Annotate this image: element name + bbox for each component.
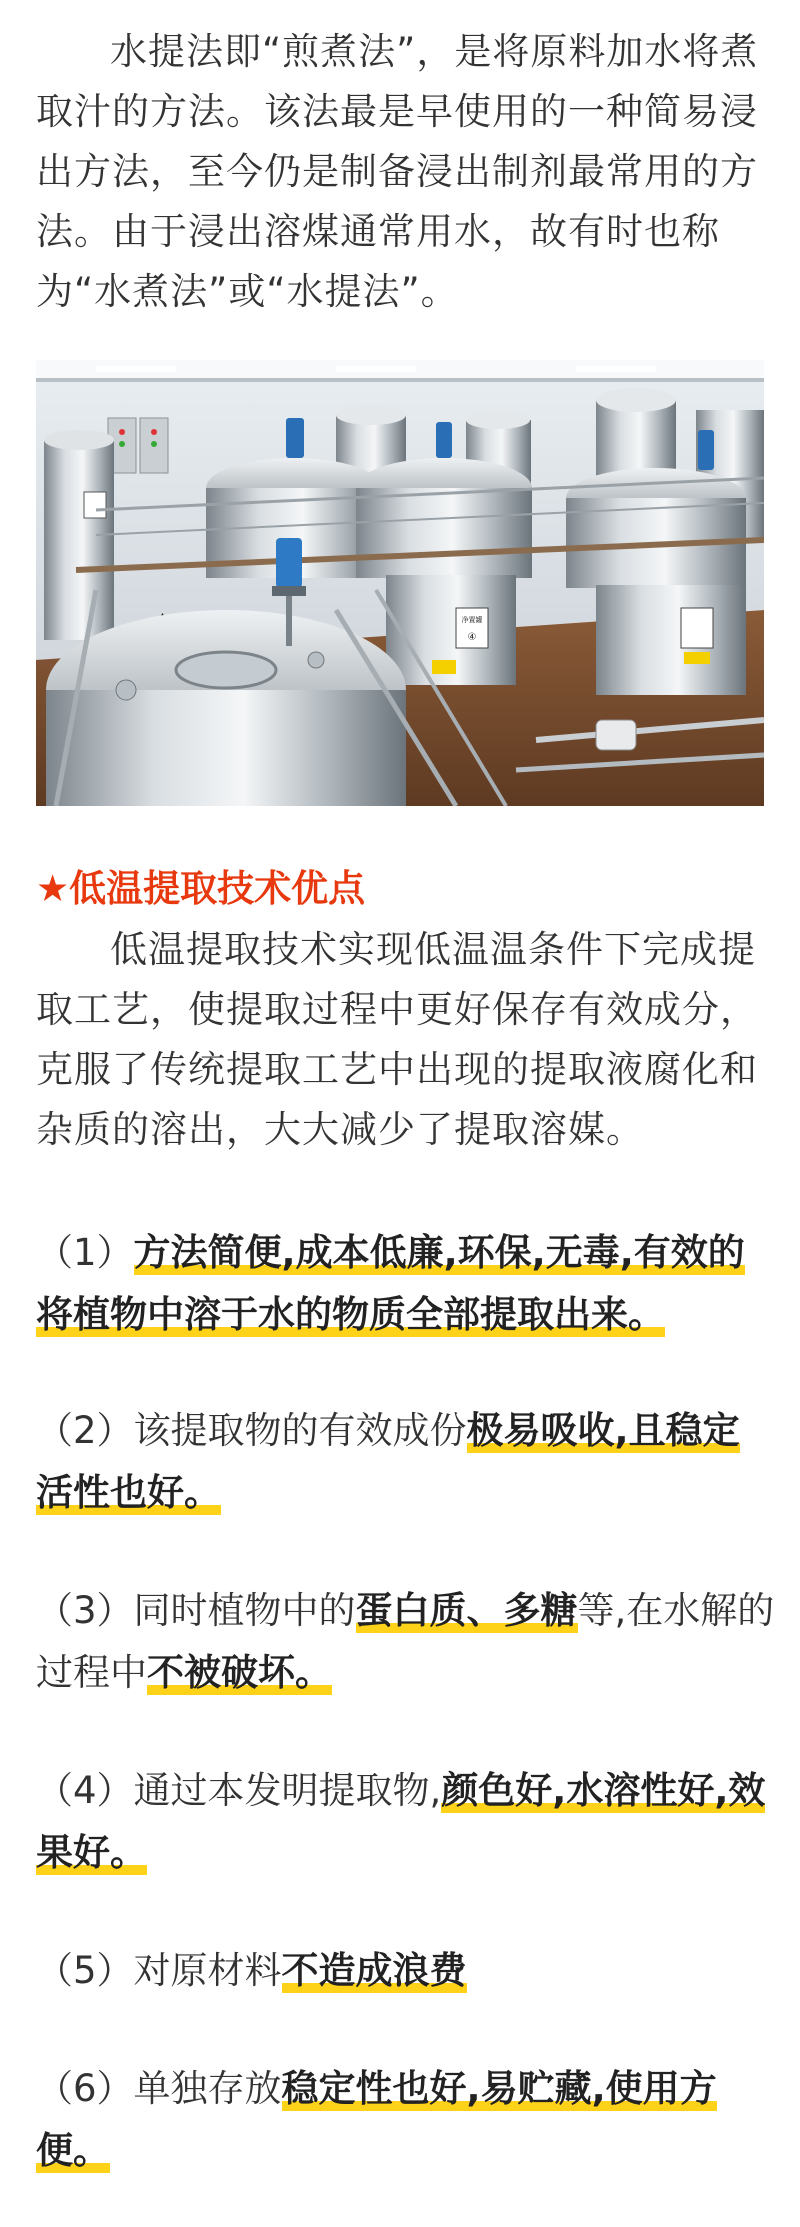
advantage-item-3 xyxy=(36,1580,776,1704)
item-text: 对原材料 xyxy=(133,1949,282,1992)
item-text-middle: 等,在水解的过程中 xyxy=(36,1589,775,1694)
item-text: 该提取物的有效成份 xyxy=(133,1409,467,1452)
tank-label xyxy=(456,608,488,648)
item-number: （1） xyxy=(36,1231,134,1274)
item-highlight: 蛋白质、多糖 xyxy=(355,1589,578,1632)
intro-paragraph: 水提法即“煎煮法”，是将原料加水将煮取汁的方法。该法最是早使用的一种简易浸出方法，至今仍是制备浸出制剂最常用的方法。由于浸出溶煤通常用水，故有时也称为“水煮法”或“水提法”。 xyxy=(36,30,759,313)
advantage-item-6 xyxy=(36,2058,776,2182)
item-number: （5） xyxy=(36,1949,134,1992)
item-number: （2） xyxy=(36,1409,134,1452)
item-number: （4） xyxy=(36,1769,134,1812)
section-body: 低温提取技术实现低温温条件下完成提取工艺，使提取过程中更好保存有效成分，克服了传统提取工艺中出现的提取液腐化和杂质的溶出，大大减少了提取溶媒。 xyxy=(36,928,758,1151)
item-text: 单独存放 xyxy=(133,2067,282,2110)
advantage-item-2 xyxy=(36,1400,776,1524)
advantage-item-4 xyxy=(36,1760,776,1884)
advantage-item-1 xyxy=(36,1222,776,1346)
item-text: 同时植物中的 xyxy=(133,1589,356,1632)
section-title: ★低温提取技术优点 xyxy=(36,867,366,910)
tank-label-text: 净置罐 xyxy=(461,616,483,624)
item-highlight: 极易吸收,且稳定活性也好。 xyxy=(36,1409,740,1514)
item-highlight: 颜色好,水溶性好,效果好。 xyxy=(36,1769,766,1874)
item-highlight: 不造成浪费 xyxy=(281,1949,467,1992)
factory-photo xyxy=(36,360,764,806)
item-text: 通过本发明提取物, xyxy=(133,1769,442,1812)
item-number: （6） xyxy=(36,2067,134,2110)
item-number: （3） xyxy=(36,1589,134,1632)
tank-number: ④ xyxy=(467,632,477,643)
item-highlight-2: 不被破坏。 xyxy=(147,1651,332,1694)
item-highlight: 方法简便,成本低廉,环保,无毒,有效的将植物中溶于水的物质全部提取出来。 xyxy=(36,1231,745,1336)
advantage-item-5 xyxy=(36,1940,776,2002)
item-highlight: 稳定性也好,易贮藏,使用方便。 xyxy=(36,2067,717,2172)
